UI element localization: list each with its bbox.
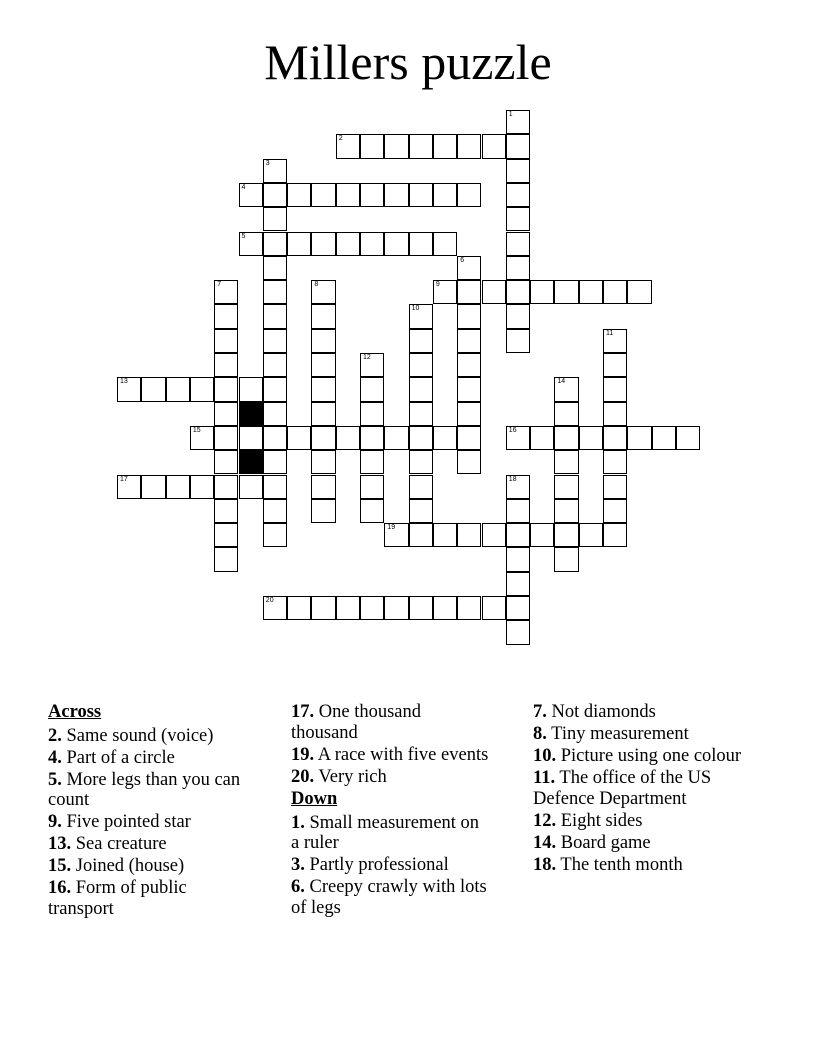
- grid-cell[interactable]: [482, 596, 506, 620]
- clue-down-14: 14. Board game: [533, 832, 651, 853]
- grid-cell[interactable]: [214, 353, 238, 377]
- grid-block-cell: [239, 402, 263, 426]
- grid-cell[interactable]: [676, 426, 700, 450]
- clue-across-5: 5. More legs than you can count: [48, 769, 241, 810]
- grid-cell[interactable]: [384, 596, 408, 620]
- clue-down-8: 8. Tiny measurement: [533, 724, 689, 744]
- grid-cell[interactable]: [214, 475, 238, 499]
- clue-across-2: 2. Same sound (voice): [48, 725, 214, 746]
- grid-cell[interactable]: [384, 183, 408, 207]
- grid-cell[interactable]: [311, 183, 335, 207]
- grid-cell[interactable]: [214, 329, 238, 353]
- clue-number-label: 4: [241, 183, 246, 191]
- grid-cell[interactable]: [554, 377, 578, 401]
- grid-cell[interactable]: [214, 547, 238, 571]
- grid-cell[interactable]: [506, 207, 530, 231]
- grid-cell[interactable]: [603, 377, 627, 401]
- grid-cell[interactable]: [384, 523, 408, 547]
- grid-cell[interactable]: [360, 402, 384, 426]
- grid-cell[interactable]: [506, 183, 530, 207]
- grid-cell[interactable]: [311, 377, 335, 401]
- clue-number-label: 2: [338, 135, 343, 143]
- grid-cell[interactable]: [360, 377, 384, 401]
- grid-cell[interactable]: [336, 232, 360, 256]
- clue-down-1: 1. Small measurement on a ruler: [291, 812, 480, 853]
- grid-cell[interactable]: [409, 183, 433, 207]
- grid-cell[interactable]: [263, 402, 287, 426]
- grid-cell[interactable]: [530, 426, 554, 450]
- grid-cell[interactable]: [384, 426, 408, 450]
- grid-cell[interactable]: [311, 402, 335, 426]
- grid-cell[interactable]: [409, 426, 433, 450]
- grid-cell[interactable]: [263, 499, 287, 523]
- clue-number-label: 18: [508, 475, 517, 483]
- grid-cell[interactable]: [409, 596, 433, 620]
- grid-cell[interactable]: [239, 232, 263, 256]
- across-heading: Across: [48, 702, 102, 722]
- grid-cell[interactable]: [457, 450, 481, 474]
- grid-cell[interactable]: [652, 426, 676, 450]
- clue-across-9: 9. Five pointed star: [48, 812, 191, 832]
- grid-cell[interactable]: [311, 232, 335, 256]
- grid-cell[interactable]: [506, 329, 530, 353]
- grid-cell[interactable]: [287, 426, 311, 450]
- grid-cell[interactable]: [263, 159, 287, 183]
- clue-across-19: 19. A race with five events: [291, 744, 489, 765]
- grid-cell[interactable]: [263, 232, 287, 256]
- grid-cell[interactable]: [409, 523, 433, 547]
- grid-cell[interactable]: [263, 329, 287, 353]
- grid-cell[interactable]: [360, 499, 384, 523]
- grid-cell[interactable]: [603, 353, 627, 377]
- clue-number-label: 7: [217, 281, 222, 289]
- grid-cell[interactable]: [311, 353, 335, 377]
- grid-cell[interactable]: [554, 547, 578, 571]
- clue-down-3: 3. Partly professional: [291, 855, 449, 875]
- grid-cell[interactable]: [287, 232, 311, 256]
- clues-column-1: [48, 702, 248, 921]
- grid-cell[interactable]: [409, 134, 433, 158]
- clue-number-label: 1: [508, 111, 513, 118]
- grid-cell[interactable]: [506, 110, 530, 134]
- grid-cell[interactable]: [336, 183, 360, 207]
- clue-down-18: 18. The tenth month: [533, 854, 683, 875]
- grid-cell[interactable]: [457, 523, 481, 547]
- grid-cell[interactable]: [311, 499, 335, 523]
- grid-cell[interactable]: [263, 475, 287, 499]
- clue-across-15: 15. Joined (house): [48, 856, 185, 876]
- grid-cell[interactable]: [263, 523, 287, 547]
- clue-across-4: 4. Part of a circle: [48, 747, 175, 768]
- grid-cell[interactable]: [433, 523, 457, 547]
- grid-cell[interactable]: [554, 523, 578, 547]
- grid-cell[interactable]: [409, 450, 433, 474]
- grid-cell[interactable]: [311, 475, 335, 499]
- grid-cell[interactable]: [311, 329, 335, 353]
- grid-cell[interactable]: [360, 183, 384, 207]
- clue-number-label: 3: [265, 159, 270, 167]
- clue-down-11: 11. The office of the US Defence Department: [533, 768, 712, 809]
- grid-cell[interactable]: [554, 450, 578, 474]
- grid-cell[interactable]: [506, 523, 530, 547]
- grid-cell[interactable]: [239, 426, 263, 450]
- grid-cell[interactable]: [457, 426, 481, 450]
- grid-cell[interactable]: [457, 329, 481, 353]
- grid-cell[interactable]: [409, 232, 433, 256]
- clue-number-label: 14: [557, 378, 566, 386]
- grid-cell[interactable]: [263, 207, 287, 231]
- grid-cell[interactable]: [506, 280, 530, 304]
- grid-cell[interactable]: [360, 232, 384, 256]
- grid-cell[interactable]: [603, 329, 627, 353]
- grid-cell[interactable]: [530, 280, 554, 304]
- grid-cell[interactable]: [482, 523, 506, 547]
- grid-cell[interactable]: [360, 475, 384, 499]
- grid-cell[interactable]: [263, 596, 287, 620]
- clue-number-label: 6: [460, 256, 465, 264]
- clue-number-label: 13: [120, 378, 128, 386]
- grid-cell[interactable]: [506, 426, 530, 450]
- grid-cell[interactable]: [433, 426, 457, 450]
- grid-cell[interactable]: [384, 232, 408, 256]
- clue-number-label: 5: [241, 232, 246, 240]
- clue-number-label: 17: [120, 475, 128, 483]
- grid-cell[interactable]: [214, 499, 238, 523]
- grid-cell[interactable]: [263, 256, 287, 280]
- grid-cell[interactable]: [166, 377, 190, 401]
- grid-block-cell: [239, 450, 263, 474]
- down-heading: Down: [291, 789, 338, 809]
- clue-number-label: 9: [435, 281, 440, 289]
- grid-cell[interactable]: [360, 426, 384, 450]
- clue-down-12: 12. Eight sides: [533, 810, 643, 831]
- grid-cell[interactable]: [117, 475, 141, 499]
- grid-cell[interactable]: [433, 134, 457, 158]
- grid-cell[interactable]: [409, 377, 433, 401]
- grid-cell[interactable]: [506, 499, 530, 523]
- grid-cell[interactable]: [336, 134, 360, 158]
- clue-across-16: 16. Form of public transport: [48, 878, 187, 919]
- grid-cell[interactable]: [457, 402, 481, 426]
- grid-cell[interactable]: [457, 183, 481, 207]
- grid-cell[interactable]: [554, 280, 578, 304]
- grid-cell[interactable]: [554, 475, 578, 499]
- grid-cell[interactable]: [433, 232, 457, 256]
- grid-cell[interactable]: [506, 159, 530, 183]
- clue-number-label: 10: [411, 305, 420, 313]
- puzzle-title: Millers puzzle: [264, 34, 552, 90]
- grid-cell[interactable]: [190, 426, 214, 450]
- grid-cell[interactable]: [603, 402, 627, 426]
- grid-cell[interactable]: [409, 475, 433, 499]
- grid-cell[interactable]: [482, 134, 506, 158]
- grid-cell[interactable]: [482, 280, 506, 304]
- grid-cell[interactable]: [554, 402, 578, 426]
- clue-number-label: 11: [606, 329, 614, 337]
- grid-cell[interactable]: [287, 183, 311, 207]
- grid-cell[interactable]: [214, 523, 238, 547]
- grid-cell[interactable]: [360, 134, 384, 158]
- grid-cell[interactable]: [579, 280, 603, 304]
- grid-cell[interactable]: [457, 596, 481, 620]
- grid-cell[interactable]: [603, 523, 627, 547]
- clue-across-13: 13. Sea creature: [48, 834, 167, 854]
- clue-number-label: 16: [508, 426, 517, 434]
- grid-cell[interactable]: [214, 450, 238, 474]
- grid-cell[interactable]: [409, 304, 433, 328]
- grid-cell[interactable]: [433, 280, 457, 304]
- grid-cell[interactable]: [554, 426, 578, 450]
- grid-cell[interactable]: [263, 450, 287, 474]
- grid-cell[interactable]: [457, 304, 481, 328]
- grid-cell[interactable]: [190, 377, 214, 401]
- grid-cell[interactable]: [336, 596, 360, 620]
- grid-cell[interactable]: [506, 596, 530, 620]
- grid-cell[interactable]: [579, 523, 603, 547]
- grid-cell[interactable]: [457, 377, 481, 401]
- grid-cell[interactable]: [263, 183, 287, 207]
- grid-cell[interactable]: [409, 353, 433, 377]
- grid-cell[interactable]: [214, 402, 238, 426]
- grid-cell[interactable]: [287, 596, 311, 620]
- clue-down-6: 6. Creepy crawly with lots of legs: [291, 877, 487, 918]
- grid-cell[interactable]: [627, 280, 651, 304]
- grid-cell[interactable]: [506, 232, 530, 256]
- clue-down-10: 10. Picture using one colour: [533, 746, 742, 766]
- grid-cell[interactable]: [360, 596, 384, 620]
- grid-cell[interactable]: [214, 304, 238, 328]
- grid-cell[interactable]: [166, 475, 190, 499]
- clue-number-label: 15: [192, 426, 201, 434]
- grid-cell[interactable]: [433, 183, 457, 207]
- grid-cell[interactable]: [554, 499, 578, 523]
- grid-cell[interactable]: [239, 377, 263, 401]
- grid-cell[interactable]: [409, 499, 433, 523]
- clue-number-label: 12: [363, 354, 371, 361]
- grid-cell[interactable]: [214, 426, 238, 450]
- grid-cell[interactable]: [263, 353, 287, 377]
- grid-cell[interactable]: [409, 402, 433, 426]
- grid-cell[interactable]: [117, 377, 141, 401]
- grid-cell[interactable]: [239, 183, 263, 207]
- grid-cell[interactable]: [214, 280, 238, 304]
- grid-cell[interactable]: [311, 450, 335, 474]
- grid-cell[interactable]: [263, 377, 287, 401]
- grid-cell[interactable]: [603, 426, 627, 450]
- grid-cell[interactable]: [603, 450, 627, 474]
- clue-number-label: 8: [314, 281, 319, 289]
- grid-cell[interactable]: [384, 134, 408, 158]
- clue-across-17: 17. One thousand thousand: [291, 702, 421, 743]
- grid-cell[interactable]: [506, 134, 530, 158]
- grid-cell[interactable]: [263, 280, 287, 304]
- grid-cell[interactable]: [506, 304, 530, 328]
- grid-cell[interactable]: [360, 353, 384, 377]
- grid-cell[interactable]: [263, 304, 287, 328]
- grid-cell[interactable]: [263, 426, 287, 450]
- grid-cell[interactable]: [506, 475, 530, 499]
- grid-cell[interactable]: [603, 499, 627, 523]
- grid-cell[interactable]: [311, 596, 335, 620]
- clue-down-7: 7. Not diamonds: [533, 702, 656, 722]
- grid-cell[interactable]: [360, 450, 384, 474]
- grid-cell[interactable]: [409, 329, 433, 353]
- clue-number-label: 20: [265, 597, 274, 604]
- clue-number-label: 19: [387, 524, 396, 532]
- grid-cell[interactable]: [311, 426, 335, 450]
- grid-cell[interactable]: [311, 280, 335, 304]
- grid-cell[interactable]: [579, 426, 603, 450]
- grid-cell[interactable]: [239, 475, 263, 499]
- grid-cell[interactable]: [506, 547, 530, 571]
- clues-column-3: [533, 702, 753, 877]
- grid-cell[interactable]: [506, 256, 530, 280]
- grid-cell[interactable]: [190, 475, 214, 499]
- grid-cell[interactable]: [603, 280, 627, 304]
- grid-cell[interactable]: [141, 377, 165, 401]
- grid-cell[interactable]: [457, 280, 481, 304]
- clue-across-20: 20. Very rich: [291, 766, 387, 787]
- grid-cell[interactable]: [457, 256, 481, 280]
- grid-cell[interactable]: [141, 475, 165, 499]
- grid-cell[interactable]: [214, 377, 238, 401]
- grid-cell[interactable]: [603, 475, 627, 499]
- grid-cell[interactable]: [457, 134, 481, 158]
- grid-cell[interactable]: [506, 572, 530, 596]
- grid-cell[interactable]: [506, 620, 530, 644]
- grid-cell[interactable]: [457, 353, 481, 377]
- grid-cell[interactable]: [530, 523, 554, 547]
- grid-cell[interactable]: [336, 426, 360, 450]
- grid-cell[interactable]: [433, 596, 457, 620]
- clues-column-2: [291, 702, 491, 920]
- grid-cell[interactable]: [311, 304, 335, 328]
- grid-cell[interactable]: [627, 426, 651, 450]
